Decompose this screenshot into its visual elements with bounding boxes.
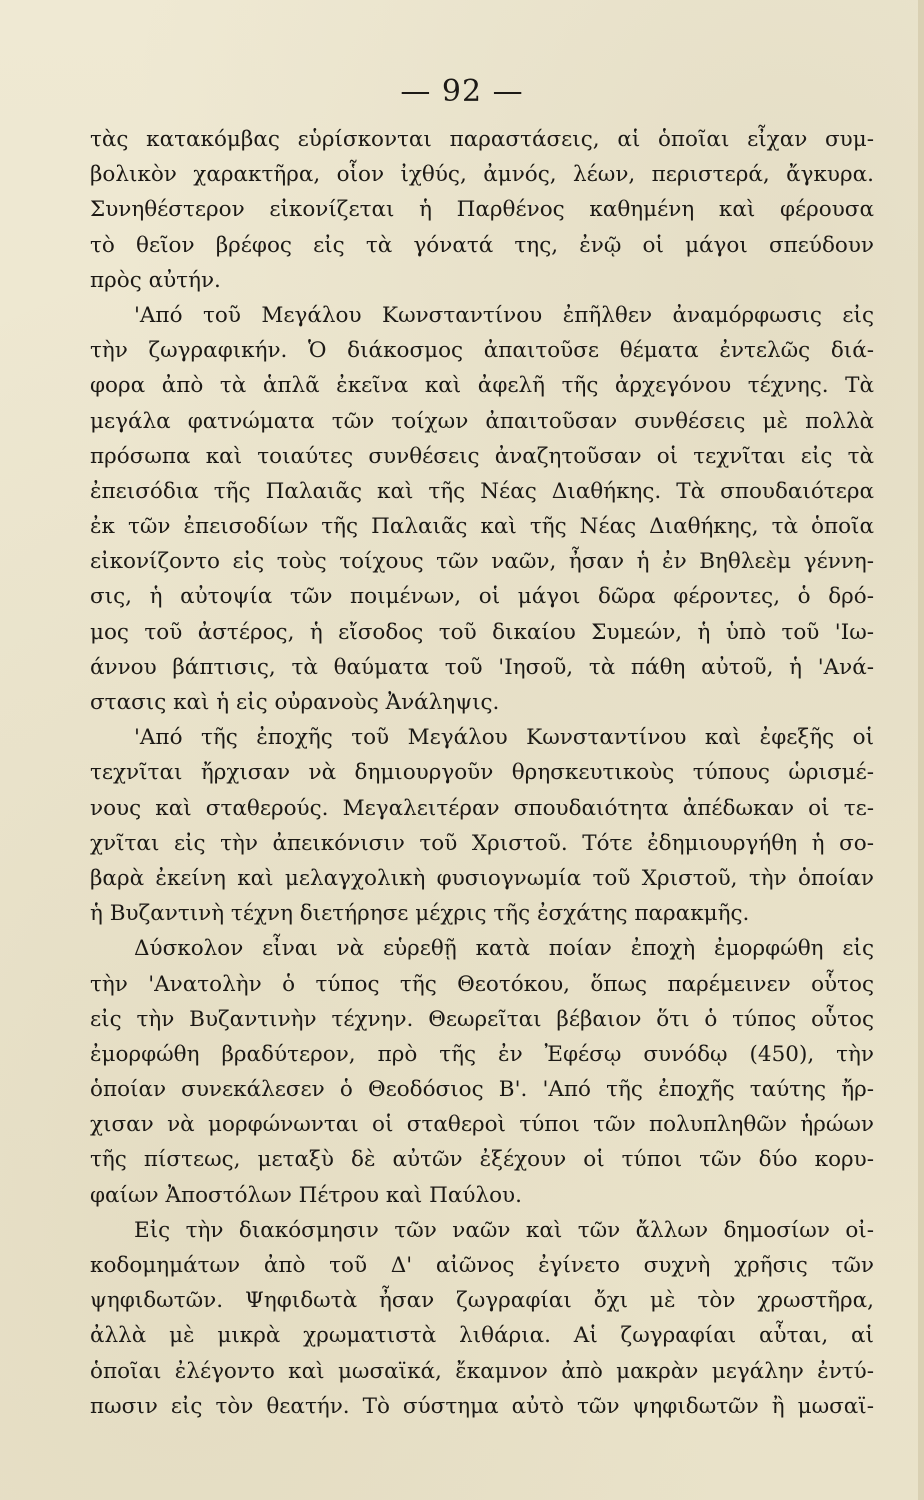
text-line: ἐπεισόδια τῆς Παλαιᾶς καὶ τῆς Νέας Διαθήκης. Τὰ σπουδαιότερα [90, 478, 874, 504]
text-line: τεχνῖται ἤρχισαν νὰ δημιουργοῦν θρησκευτικοὺς τύπους ὡρισμέ- [90, 760, 874, 786]
text-line: τῆς πίστεως, μεταξὺ δὲ αὐτῶν ἐξέχουν οἱ τύποι τῶν δύο κορυ- [90, 1147, 874, 1173]
page-edge [918, 0, 924, 1500]
text-line: πρόσωπα καὶ τοιαύτες συνθέσεις ἀναζητοῦσαν οἱ τεχνῖται εἰς τὰ [90, 443, 874, 469]
text-line: τὸ θεῖον βρέφος εἰς τὰ γόνατά της, ἐνῷ οἱ μάγοι σπεύδουν [90, 232, 874, 258]
text-line: φορα ἀπὸ τὰ ἁπλᾶ ἐκεῖνα καὶ ἀφελῆ τῆς ἀρχεγόνου τέχνης. Τὰ [90, 373, 874, 399]
text-line: ὁποῖαι ἐλέγοντο καὶ μωσαϊκά, ἔκαμνον ἀπὸ μακρὰν μεγάλην ἐντύ- [90, 1358, 874, 1384]
text-line: Συνηθέστερον εἰκονίζεται ἡ Παρθένος καθημένη καὶ φέρουσα [90, 197, 874, 223]
text-line: χνῖται εἰς τὴν ἀπεικόνισιν τοῦ Χριστοῦ. Τότε ἐδημιουργήθη ἡ σο- [90, 830, 874, 856]
text-line: σις, ἡ αὐτοψία τῶν ποιμένων, οἱ μάγοι δῶρα φέροντες, ὁ δρό- [90, 584, 874, 610]
text-line: πρὸς αὐτήν. [90, 267, 221, 293]
text-line: 'Από τοῦ Μεγάλου Κωνσταντίνου ἐπῆλθεν ἀναμόρφωσις εἰς [134, 302, 874, 328]
text-line: ἡ Βυζαντινὴ τέχνη διετήρησε μέχρις τῆς ἐσχάτης παρακμῆς. [90, 901, 750, 927]
text-line: τὴν 'Ανατολὴν ὁ τύπος τῆς Θεοτόκου, ὅπως παρέμεινεν οὗτος [90, 971, 874, 997]
text-line: τὰς κατακόμβας εὑρίσκονται παραστάσεις, αἱ ὁποῖαι εἶχαν συμ- [90, 127, 874, 152]
text-line: ἀλλὰ μὲ μικρὰ χρωματιστὰ λιθάρια. Αἱ ζωγραφίαι αὗται, αἱ [90, 1323, 874, 1349]
text-line: χισαν νὰ μορφώνωνται οἱ σταθεροὶ τύποι τῶν πολυπληθῶν ἡρώων [90, 1112, 874, 1138]
text-line: βαρὰ ἐκείνη καὶ μελαγχολικὴ φυσιογνωμία τοῦ Χριστοῦ, τὴν ὁποίαν [90, 865, 874, 891]
text-line: νους καὶ σταθερούς. Μεγαλειτέραν σπουδαιότητα ἀπέδωκαν οἱ τε- [90, 795, 874, 821]
text-line: στασις καὶ ἡ εἰς οὐρανοὺς Ἀνάληψις. [90, 690, 500, 715]
text-line: τὴν ζωγραφικήν. Ὁ διάκοσμος ἀπαιτοῦσε θέματα ἐντελῶς διά- [90, 338, 874, 364]
text-line: πωσιν εἰς τὸν θεατήν. Τὸ σύστημα αὐτὸ τῶν ψηφιδωτῶν ἢ μωσαϊ- [90, 1393, 874, 1419]
body-text [90, 122, 874, 1424]
text-line: βολικὸν χαρακτῆρα, οἷον ἰχθύς, ἀμνός, λέων, περιστερά, ἄγκυρα. [90, 162, 874, 188]
text-line: ὁποίαν συνεκάλεσεν ὁ Θεοδόσιος Β'. 'Από τῆς ἐποχῆς ταύτης ἤρ- [90, 1077, 874, 1103]
text-line: φαίων Ἀποστόλων Πέτρου καὶ Παύλου. [90, 1182, 522, 1208]
text-line: μος τοῦ ἀστέρος, ἡ εἴσοδος τοῦ δικαίου Συμεών, ἡ ὑπὸ τοῦ 'Ιω- [90, 619, 874, 645]
page-number: — 92 — [400, 74, 524, 109]
text-line: ἐμορφώθη βραδύτερον, πρὸ τῆς ἐν Ἐφέσῳ συνόδῳ (450), τὴν [90, 1041, 874, 1067]
text-line: Δύσκολον εἶναι νὰ εὑρεθῇ κατὰ ποίαν ἐποχὴ ἐμορφώθη εἰς [134, 936, 874, 962]
text-line: Εἰς τὴν διακόσμησιν τῶν ναῶν καὶ τῶν ἄλλων δημοσίων οἰ- [134, 1217, 874, 1243]
text-line: εἰκονίζοντο εἰς τοὺς τοίχους τῶν ναῶν, ἦσαν ἡ ἐν Βηθλεὲμ γέννη- [90, 549, 874, 575]
text-line: εἰς τὴν Βυζαντινὴν τέχνην. Θεωρεῖται βέβαιον ὅτι ὁ τύπος οὗτος [90, 1006, 874, 1032]
text-line: ἐκ τῶν ἐπεισοδίων τῆς Παλαιᾶς καὶ τῆς Νέας Διαθήκης, τὰ ὁποῖα [90, 514, 874, 540]
text-line: μεγάλα φατνώματα τῶν τοίχων ἀπαιτοῦσαν συνθέσεις μὲ πολλὰ [90, 408, 874, 434]
text-line: 'Από τῆς ἐποχῆς τοῦ Μεγάλου Κωνσταντίνου καὶ ἐφεξῆς οἱ [134, 725, 874, 751]
text-line: κοδομημάτων ἀπὸ τοῦ Δ' αἰῶνος ἐγίνετο συχνὴ χρῆσις τῶν [90, 1253, 874, 1278]
text-line: ψηφιδωτῶν. Ψηφιδωτὰ ἦσαν ζωγραφίαι ὄχι μὲ τὸν χρωστῆρα, [90, 1288, 874, 1314]
text-line: άννου βάπτισις, τὰ θαύματα τοῦ 'Ιησοῦ, τὰ πάθη αὐτοῦ, ἡ 'Ανά- [90, 654, 874, 680]
